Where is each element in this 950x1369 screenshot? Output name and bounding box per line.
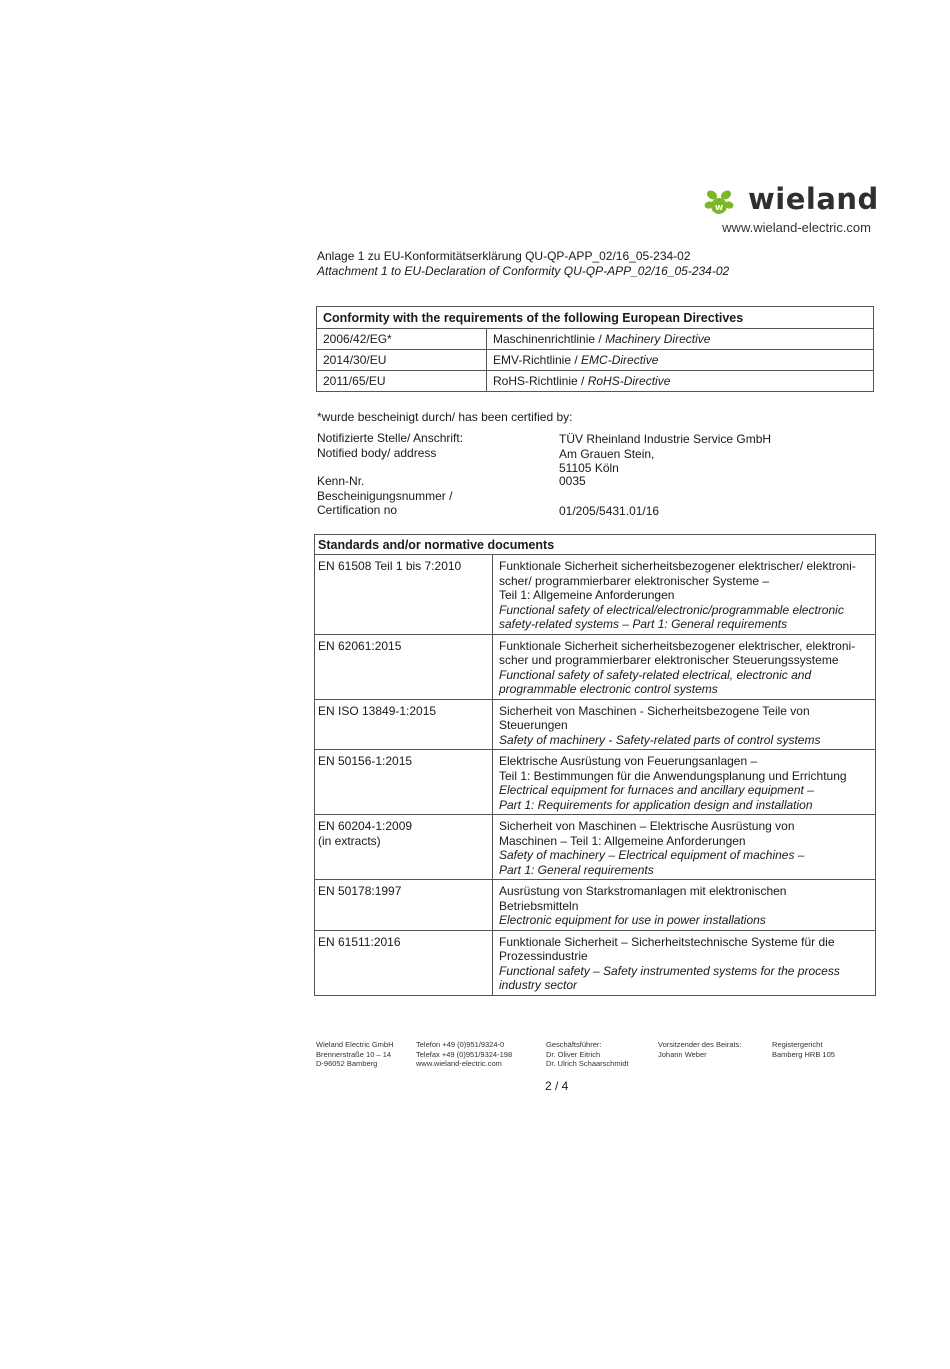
- notified-body-address: [559, 432, 771, 476]
- directives-header: Conformity with the requirements of the following European Directives: [317, 307, 874, 329]
- standard-code: EN 50178:1997: [315, 880, 493, 931]
- notified-body-name: TÜV Rheinland Industrie Service GmbH: [559, 432, 772, 446]
- standards-header: Standards and/or normative documents: [315, 535, 876, 555]
- standard-description: Elektrische Ausrüstung von Feuerungsanlagen – Teil 1: Bestimmungen für die Anwendungsplanung und Errichtung Electrical equipment for furnaces and ancillary equipment – Part 1: Requirements for application design and installation: [493, 750, 876, 815]
- certification-note: *wurde bescheinigt durch/ has been certified by:: [317, 410, 573, 424]
- page-number: 2 / 4: [545, 1079, 569, 1093]
- directive-code: 2006/42/EG*: [317, 329, 487, 350]
- standard-description: Ausrüstung von Starkstromanlagen mit elektronischen Betriebsmitteln Electronic equipment for use in power installations: [493, 880, 876, 931]
- standard-description: Funktionale Sicherheit – Sicherheitstechnische Systeme für die Prozessindustrie Functional safety – Safety instrumented systems for the process industry sector: [493, 930, 876, 995]
- directive-name: [487, 350, 874, 371]
- standard-code: EN 50156-1:2015: [315, 750, 493, 815]
- standard-code: EN 60204-1:2009 (in extracts): [315, 815, 493, 880]
- standard-row: [315, 555, 876, 635]
- footer-contact: Telefon +49 (0)951/9324-0 Telefax +49 (0)951/9324-198 www.wieland-electric.com: [416, 1040, 513, 1068]
- standard-description: Sicherheit von Maschinen – Elektrische Ausrüstung von Maschinen – Teil 1: Allgemeine Anforderungen Safety of machinery – Electrical equipment of machines – Part 1: General requirements: [493, 815, 876, 880]
- standard-description: Funktionale Sicherheit sicherheitsbezogener elektrischer/ elektroni- scher/ programmierbarer elektronischer Systeme – Teil 1: Allgemeine Anforderungen Functional safety of electrical/electronic/programmable electronic safety-related systems – Part 1: General requirements: [493, 555, 876, 635]
- standard-description: Funktionale Sicherheit sicherheitsbezogener elektrischer, elektroni- scher und programmierbarer elektronischer Steuerungssysteme Functional safety of safety-related electrical, electronic and programmable electronic control systems: [493, 634, 876, 699]
- footer-board: Vorsitzender des Beirats: Johann Weber: [658, 1040, 742, 1059]
- footer-management: Geschäftsführer: Dr. Oliver Eitrich Dr. Ulrich Schaarschmidt: [546, 1040, 629, 1068]
- logo-wordmark: wieland: [748, 182, 879, 216]
- notified-body-street: Am Grauen Stein,: [559, 446, 655, 461]
- identification-labels: [317, 474, 452, 518]
- directive-name: [487, 329, 874, 350]
- certno-label-en: Certification no: [317, 503, 398, 517]
- wieland-leaf-icon: [704, 188, 734, 218]
- directive-name-en: Machinery Directive: [605, 332, 711, 346]
- standard-row: [315, 699, 876, 750]
- directive-name-en: EMC-Directive: [581, 353, 659, 367]
- directive-row: [317, 329, 874, 350]
- standard-row: [315, 634, 876, 699]
- svg-text:w: w: [714, 203, 724, 213]
- directive-name-de: EMV-Richtlinie /: [493, 353, 582, 367]
- standard-row: [315, 880, 876, 931]
- directives-table: [316, 306, 874, 392]
- directive-name-en: RoHS-Directive: [587, 374, 671, 388]
- notified-body-label-en: Notified body/ address: [317, 445, 437, 460]
- directive-name-de: RoHS-Richtlinie /: [493, 374, 588, 388]
- standard-row: [315, 750, 876, 815]
- standard-code: EN ISO 13849-1:2015: [315, 699, 493, 750]
- directive-code: 2014/30/EU: [317, 350, 487, 371]
- certno-value: 01/205/5431.01/16: [559, 504, 660, 518]
- directive-name: [487, 371, 874, 392]
- standards-table: [314, 534, 876, 996]
- kenn-label: Kenn-Nr.: [317, 474, 365, 488]
- standard-description: Sicherheit von Maschinen - Sicherheitsbezogene Teile von Steuerungen Safety of machinery - Safety-related parts of control systems: [493, 699, 876, 750]
- standard-code: EN 61508 Teil 1 bis 7:2010: [315, 555, 493, 635]
- attachment-title: [317, 249, 729, 279]
- directive-row: [317, 350, 874, 371]
- notified-body-label-de: Notifizierte Stelle/ Anschrift:: [317, 431, 464, 445]
- directive-name-de: Maschinenrichtlinie /: [493, 332, 606, 346]
- notified-body-label: [317, 431, 463, 460]
- certno-label-de: Bescheinigungsnummer /: [317, 488, 453, 503]
- wieland-logo: [704, 182, 879, 236]
- directive-code: 2011/65/EU: [317, 371, 487, 392]
- logo-url: www.wieland-electric.com: [722, 220, 871, 235]
- notified-body-city: 51105 Köln: [559, 461, 619, 475]
- attachment-title-de: Anlage 1 zu EU-Konformitätserklärung QU-QP-APP_02/16_05-234-02: [317, 249, 691, 263]
- footer-register: Registergericht Bamberg HRB 105: [772, 1040, 835, 1059]
- standard-code: EN 61511:2016: [315, 930, 493, 995]
- footer-company: Wieland Electric GmbH Brennerstraße 10 – 14 D-96052 Bamberg: [316, 1040, 394, 1068]
- kenn-value: 0035: [559, 474, 586, 488]
- standard-row: [315, 930, 876, 995]
- standard-code: EN 62061:2015: [315, 634, 493, 699]
- directive-row: [317, 371, 874, 392]
- attachment-title-en: Attachment 1 to EU-Declaration of Conformity QU-QP-APP_02/16_05-234-02: [317, 264, 730, 278]
- standard-row: [315, 815, 876, 880]
